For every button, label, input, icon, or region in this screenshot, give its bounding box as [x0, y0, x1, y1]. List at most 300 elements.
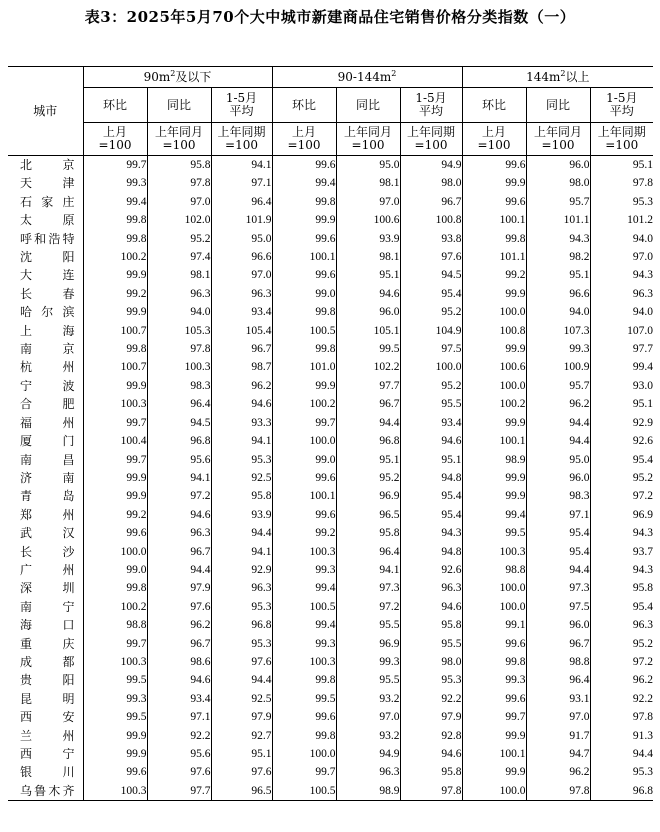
index-value: 95.6 — [147, 745, 211, 763]
index-value: 92.6 — [590, 432, 653, 450]
table-row — [8, 487, 653, 505]
index-value: 94.6 — [147, 506, 211, 524]
index-value: 96.3 — [336, 763, 400, 781]
index-value: 99.0 — [272, 285, 336, 303]
index-value: 100.3 — [83, 782, 147, 801]
index-value: 93.7 — [590, 543, 653, 561]
index-value: 98.6 — [147, 653, 211, 671]
index-value: 99.1 — [462, 616, 526, 634]
index-value: 100.5 — [272, 782, 336, 801]
table-row — [8, 322, 653, 340]
city-name: 哈尔滨 — [20, 305, 75, 320]
index-value: 100.6 — [462, 358, 526, 376]
index-value: 96.0 — [526, 616, 590, 634]
index-value: 95.6 — [147, 451, 211, 469]
index-value: 99.9 — [462, 469, 526, 487]
table-row — [8, 635, 653, 653]
index-value: 95.1 — [336, 266, 400, 284]
index-value: 95.2 — [400, 377, 462, 395]
index-value: 96.5 — [211, 782, 272, 801]
index-value: 97.0 — [211, 266, 272, 284]
index-value: 99.9 — [462, 763, 526, 781]
index-value: 100.0 — [272, 745, 336, 763]
index-value: 95.5 — [400, 395, 462, 413]
index-value: 96.0 — [336, 303, 400, 321]
index-value: 97.2 — [336, 598, 400, 616]
index-value: 99.9 — [462, 727, 526, 745]
base-last-year-month: 上年同月 =100 — [526, 123, 590, 156]
index-value: 100.3 — [272, 653, 336, 671]
city-name: 深圳 — [20, 581, 75, 596]
index-value: 93.2 — [336, 727, 400, 745]
base-last-year-month: 上年同月 =100 — [336, 123, 400, 156]
index-value: 100.0 — [272, 432, 336, 450]
city-name: 贵阳 — [20, 673, 75, 688]
table-row — [8, 377, 653, 395]
group-header-90-below: $90m^2$及以下 — [83, 67, 272, 88]
page-title: 表3：2025年5月70个大中城市新建商品住宅销售价格分类指数（一） — [84, 8, 576, 26]
index-value: 97.0 — [336, 708, 400, 726]
index-value: 94.1 — [211, 156, 272, 175]
table-row — [8, 285, 653, 303]
city-name: 天津 — [20, 176, 75, 191]
index-value: 95.3 — [590, 193, 653, 211]
ytd-avg-header: 1-5月 平均 — [400, 88, 462, 123]
index-value: 100.3 — [147, 358, 211, 376]
index-value: 97.6 — [147, 763, 211, 781]
index-value: 95.8 — [211, 487, 272, 505]
index-value: 96.2 — [526, 763, 590, 781]
table-row — [8, 358, 653, 376]
index-value: 96.8 — [590, 782, 653, 801]
index-value: 99.7 — [462, 708, 526, 726]
index-value: 92.2 — [590, 690, 653, 708]
base-last-year-month: 上年同月 =100 — [147, 123, 211, 156]
city-name: 南宁 — [20, 599, 75, 614]
index-value: 97.6 — [400, 248, 462, 266]
index-value: 94.4 — [211, 524, 272, 542]
index-value: 95.4 — [526, 524, 590, 542]
index-value: 94.6 — [211, 395, 272, 413]
index-value: 99.2 — [83, 285, 147, 303]
index-value: 99.7 — [272, 763, 336, 781]
index-value: 95.1 — [211, 745, 272, 763]
index-value: 99.6 — [462, 193, 526, 211]
index-value: 95.3 — [211, 451, 272, 469]
index-value: 95.8 — [590, 579, 653, 597]
index-value: 101.2 — [590, 211, 653, 229]
index-value: 94.1 — [147, 469, 211, 487]
city-name: 大连 — [20, 268, 75, 283]
index-value: 94.4 — [526, 414, 590, 432]
index-value: 97.0 — [336, 193, 400, 211]
city-name: 长沙 — [20, 544, 75, 559]
index-value: 98.8 — [526, 653, 590, 671]
index-value: 99.2 — [83, 506, 147, 524]
index-value: 94.7 — [526, 745, 590, 763]
index-value: 91.3 — [590, 727, 653, 745]
index-value: 96.2 — [590, 671, 653, 689]
index-value: 96.5 — [336, 506, 400, 524]
city-name: 宁波 — [20, 378, 75, 393]
index-value: 99.9 — [462, 487, 526, 505]
city-name: 南昌 — [20, 452, 75, 467]
city-name: 昆明 — [20, 691, 75, 706]
index-value: 97.1 — [147, 708, 211, 726]
index-value: 99.2 — [272, 524, 336, 542]
index-value: 95.3 — [211, 635, 272, 653]
index-value: 99.3 — [526, 340, 590, 358]
index-value: 96.2 — [526, 395, 590, 413]
index-value: 99.8 — [272, 303, 336, 321]
index-value: 99.9 — [272, 377, 336, 395]
index-value: 97.1 — [526, 506, 590, 524]
index-value: 98.1 — [336, 248, 400, 266]
index-value: 93.4 — [147, 690, 211, 708]
index-value: 99.5 — [83, 708, 147, 726]
index-value: 97.0 — [526, 708, 590, 726]
city-name: 长春 — [20, 286, 75, 301]
index-value: 97.9 — [147, 579, 211, 597]
index-value: 95.4 — [400, 285, 462, 303]
table-row — [8, 432, 653, 450]
index-value: 99.9 — [83, 469, 147, 487]
index-value: 95.8 — [336, 524, 400, 542]
index-value: 105.1 — [336, 322, 400, 340]
index-value: 98.0 — [400, 653, 462, 671]
index-value: 95.5 — [336, 671, 400, 689]
table-row — [8, 211, 653, 229]
index-value: 95.4 — [590, 598, 653, 616]
index-value: 97.6 — [211, 763, 272, 781]
index-value: 100.0 — [462, 598, 526, 616]
index-value: 99.6 — [83, 763, 147, 781]
index-value: 100.2 — [272, 395, 336, 413]
city-name: 兰州 — [20, 728, 75, 743]
index-value: 98.7 — [211, 358, 272, 376]
index-value: 100.2 — [83, 248, 147, 266]
index-value: 96.8 — [336, 432, 400, 450]
index-value: 99.6 — [83, 524, 147, 542]
index-value: 96.3 — [211, 285, 272, 303]
index-value: 93.4 — [211, 303, 272, 321]
index-value: 99.9 — [462, 414, 526, 432]
index-value: 95.3 — [590, 763, 653, 781]
table-row — [8, 561, 653, 579]
index-value: 99.5 — [462, 524, 526, 542]
index-value: 95.2 — [590, 635, 653, 653]
index-value: 94.6 — [400, 598, 462, 616]
index-value: 99.5 — [336, 340, 400, 358]
table-row — [8, 763, 653, 781]
index-value: 100.0 — [83, 543, 147, 561]
index-value: 96.3 — [400, 579, 462, 597]
index-value: 102.0 — [147, 211, 211, 229]
index-value: 94.3 — [590, 561, 653, 579]
index-value: 99.8 — [272, 340, 336, 358]
index-value: 99.8 — [83, 340, 147, 358]
index-value: 100.0 — [462, 782, 526, 801]
group-header-144-above: $144m^2$以上 — [462, 67, 653, 88]
base-last-month: 上月 =100 — [272, 123, 336, 156]
index-value: 97.5 — [400, 340, 462, 358]
index-value: 95.8 — [400, 616, 462, 634]
index-value: 99.4 — [272, 174, 336, 192]
table-row — [8, 671, 653, 689]
index-value: 98.3 — [526, 487, 590, 505]
index-value: 92.2 — [400, 690, 462, 708]
index-value: 96.7 — [400, 193, 462, 211]
index-value: 94.4 — [590, 745, 653, 763]
index-value: 99.0 — [272, 451, 336, 469]
index-value: 92.9 — [590, 414, 653, 432]
index-value: 94.6 — [400, 745, 462, 763]
index-value: 97.2 — [147, 487, 211, 505]
city-column-header: 城市 — [8, 67, 83, 156]
table-body — [8, 156, 653, 801]
index-value: 97.8 — [400, 782, 462, 801]
table-row — [8, 782, 653, 801]
index-value: 96.7 — [336, 395, 400, 413]
base-last-year-period: 上年同期 =100 — [211, 123, 272, 156]
index-value: 93.3 — [211, 414, 272, 432]
city-name: 沈阳 — [20, 250, 75, 265]
index-value: 99.8 — [462, 230, 526, 248]
index-value: 99.8 — [272, 727, 336, 745]
table-row — [8, 745, 653, 763]
index-value: 93.1 — [526, 690, 590, 708]
city-name: 重庆 — [20, 636, 75, 651]
index-value: 99.7 — [272, 414, 336, 432]
index-value: 99.5 — [272, 690, 336, 708]
city-name: 成都 — [20, 654, 75, 669]
index-value: 99.3 — [272, 635, 336, 653]
base-last-month: 上月 =100 — [83, 123, 147, 156]
index-value: 99.6 — [272, 266, 336, 284]
yoy-header: 同比 — [147, 88, 211, 123]
index-value: 95.1 — [336, 451, 400, 469]
table-row — [8, 469, 653, 487]
index-value: 100.8 — [400, 211, 462, 229]
index-value: 97.2 — [590, 653, 653, 671]
city-name: 济南 — [20, 470, 75, 485]
yoy-header: 同比 — [526, 88, 590, 123]
index-value: 94.4 — [147, 561, 211, 579]
index-value: 100.3 — [83, 653, 147, 671]
yoy-header: 同比 — [336, 88, 400, 123]
city-name: 郑州 — [20, 507, 75, 522]
index-value: 94.1 — [336, 561, 400, 579]
index-value: 95.3 — [211, 598, 272, 616]
index-value: 97.7 — [590, 340, 653, 358]
index-value: 105.4 — [211, 322, 272, 340]
index-value: 95.0 — [336, 156, 400, 175]
index-value: 97.4 — [147, 248, 211, 266]
index-value: 100.8 — [462, 322, 526, 340]
index-value: 94.9 — [400, 156, 462, 175]
index-value: 94.6 — [400, 432, 462, 450]
index-value: 99.9 — [462, 174, 526, 192]
city-name: 呼和浩特 — [20, 231, 75, 246]
index-value: 97.3 — [336, 579, 400, 597]
index-value: 94.0 — [147, 303, 211, 321]
index-value: 95.5 — [336, 616, 400, 634]
index-value: 100.7 — [83, 322, 147, 340]
index-value: 95.4 — [400, 487, 462, 505]
table-row — [8, 248, 653, 266]
index-value: 97.8 — [147, 340, 211, 358]
index-value: 92.8 — [400, 727, 462, 745]
index-value: 94.9 — [336, 745, 400, 763]
city-name: 福州 — [20, 415, 75, 430]
index-value: 100.6 — [336, 211, 400, 229]
table-row — [8, 395, 653, 413]
index-value: 94.3 — [590, 266, 653, 284]
index-value: 94.6 — [147, 671, 211, 689]
city-name: 太原 — [20, 213, 75, 228]
table-row — [8, 616, 653, 634]
index-value: 95.2 — [400, 303, 462, 321]
index-value: 99.4 — [83, 193, 147, 211]
index-value: 96.4 — [526, 671, 590, 689]
index-value: 95.5 — [400, 635, 462, 653]
index-value: 100.9 — [526, 358, 590, 376]
index-value: 98.0 — [400, 174, 462, 192]
index-value: 96.3 — [147, 524, 211, 542]
index-value: 99.4 — [590, 358, 653, 376]
index-value: 100.3 — [83, 395, 147, 413]
index-value: 92.2 — [147, 727, 211, 745]
index-value: 95.1 — [400, 451, 462, 469]
index-value: 96.7 — [147, 635, 211, 653]
index-value: 94.3 — [526, 230, 590, 248]
index-value: 99.7 — [83, 156, 147, 175]
index-value: 99.4 — [272, 579, 336, 597]
city-name: 合肥 — [20, 397, 75, 412]
index-value: 99.6 — [462, 156, 526, 175]
index-value: 94.5 — [147, 414, 211, 432]
index-value: 96.3 — [590, 616, 653, 634]
index-value: 96.8 — [211, 616, 272, 634]
index-value: 99.9 — [83, 303, 147, 321]
index-value: 98.3 — [147, 377, 211, 395]
index-value: 98.1 — [336, 174, 400, 192]
index-value: 92.5 — [211, 469, 272, 487]
index-value: 96.0 — [526, 156, 590, 175]
table-row — [8, 579, 653, 597]
index-value: 105.3 — [147, 322, 211, 340]
index-value: 100.1 — [272, 248, 336, 266]
index-value: 100.0 — [400, 358, 462, 376]
index-value: 94.3 — [400, 524, 462, 542]
ytd-avg-header: 1-5月 平均 — [590, 88, 653, 123]
city-name: 南京 — [20, 342, 75, 357]
index-value: 100.3 — [462, 543, 526, 561]
table-row — [8, 598, 653, 616]
index-value: 99.9 — [272, 211, 336, 229]
city-name: 北京 — [20, 158, 75, 172]
index-value: 95.1 — [590, 156, 653, 175]
index-value: 100.1 — [462, 745, 526, 763]
index-value: 94.8 — [400, 469, 462, 487]
index-value: 98.0 — [526, 174, 590, 192]
index-value: 99.9 — [83, 745, 147, 763]
index-value: 94.8 — [400, 543, 462, 561]
index-value: 95.7 — [526, 377, 590, 395]
index-value: 97.6 — [211, 653, 272, 671]
index-value: 97.9 — [400, 708, 462, 726]
index-value: 99.6 — [272, 469, 336, 487]
index-value: 96.9 — [336, 635, 400, 653]
index-value: 99.6 — [272, 230, 336, 248]
index-value: 96.0 — [526, 469, 590, 487]
index-value: 97.6 — [147, 598, 211, 616]
index-value: 96.4 — [211, 193, 272, 211]
index-value: 96.3 — [211, 579, 272, 597]
index-value: 95.3 — [400, 671, 462, 689]
index-value: 97.0 — [590, 248, 653, 266]
index-value: 93.4 — [400, 414, 462, 432]
city-name: 杭州 — [20, 360, 75, 375]
index-value: 99.2 — [462, 266, 526, 284]
index-value: 100.0 — [462, 303, 526, 321]
city-name: 厦门 — [20, 434, 75, 449]
table-row — [8, 303, 653, 321]
index-value: 99.4 — [462, 506, 526, 524]
table-row — [8, 174, 653, 192]
index-value: 96.4 — [147, 395, 211, 413]
index-value: 97.7 — [336, 377, 400, 395]
index-value: 95.0 — [211, 230, 272, 248]
index-value: 92.5 — [211, 690, 272, 708]
table-row — [8, 708, 653, 726]
mom-header: 环比 — [462, 88, 526, 123]
index-value: 100.5 — [272, 598, 336, 616]
city-name: 西宁 — [20, 747, 75, 761]
index-value: 98.8 — [83, 616, 147, 634]
index-value: 92.9 — [211, 561, 272, 579]
index-value: 102.2 — [336, 358, 400, 376]
index-value: 95.2 — [590, 469, 653, 487]
index-value: 99.6 — [462, 635, 526, 653]
index-value: 95.2 — [147, 230, 211, 248]
index-value: 94.4 — [526, 432, 590, 450]
index-value: 94.3 — [590, 524, 653, 542]
index-value: 99.6 — [272, 708, 336, 726]
ytd-avg-header: 1-5月 平均 — [211, 88, 272, 123]
table-row — [8, 156, 653, 175]
index-value: 99.8 — [272, 193, 336, 211]
index-value: 99.0 — [83, 561, 147, 579]
index-value: 91.7 — [526, 727, 590, 745]
group-header-90-144: $90-144m^2$ — [272, 67, 462, 88]
index-value: 94.0 — [590, 303, 653, 321]
index-value: 94.4 — [336, 414, 400, 432]
index-value: 93.9 — [211, 506, 272, 524]
index-value: 99.8 — [272, 671, 336, 689]
index-value: 99.9 — [83, 377, 147, 395]
index-value: 94.6 — [336, 285, 400, 303]
index-value: 95.4 — [400, 506, 462, 524]
index-value: 100.0 — [462, 377, 526, 395]
mom-header: 环比 — [83, 88, 147, 123]
city-name: 石家庄 — [20, 194, 75, 209]
table-row — [8, 193, 653, 211]
index-value: 99.8 — [83, 230, 147, 248]
index-value: 99.8 — [462, 653, 526, 671]
city-name: 乌鲁木齐 — [8, 782, 83, 801]
index-value: 96.2 — [147, 616, 211, 634]
